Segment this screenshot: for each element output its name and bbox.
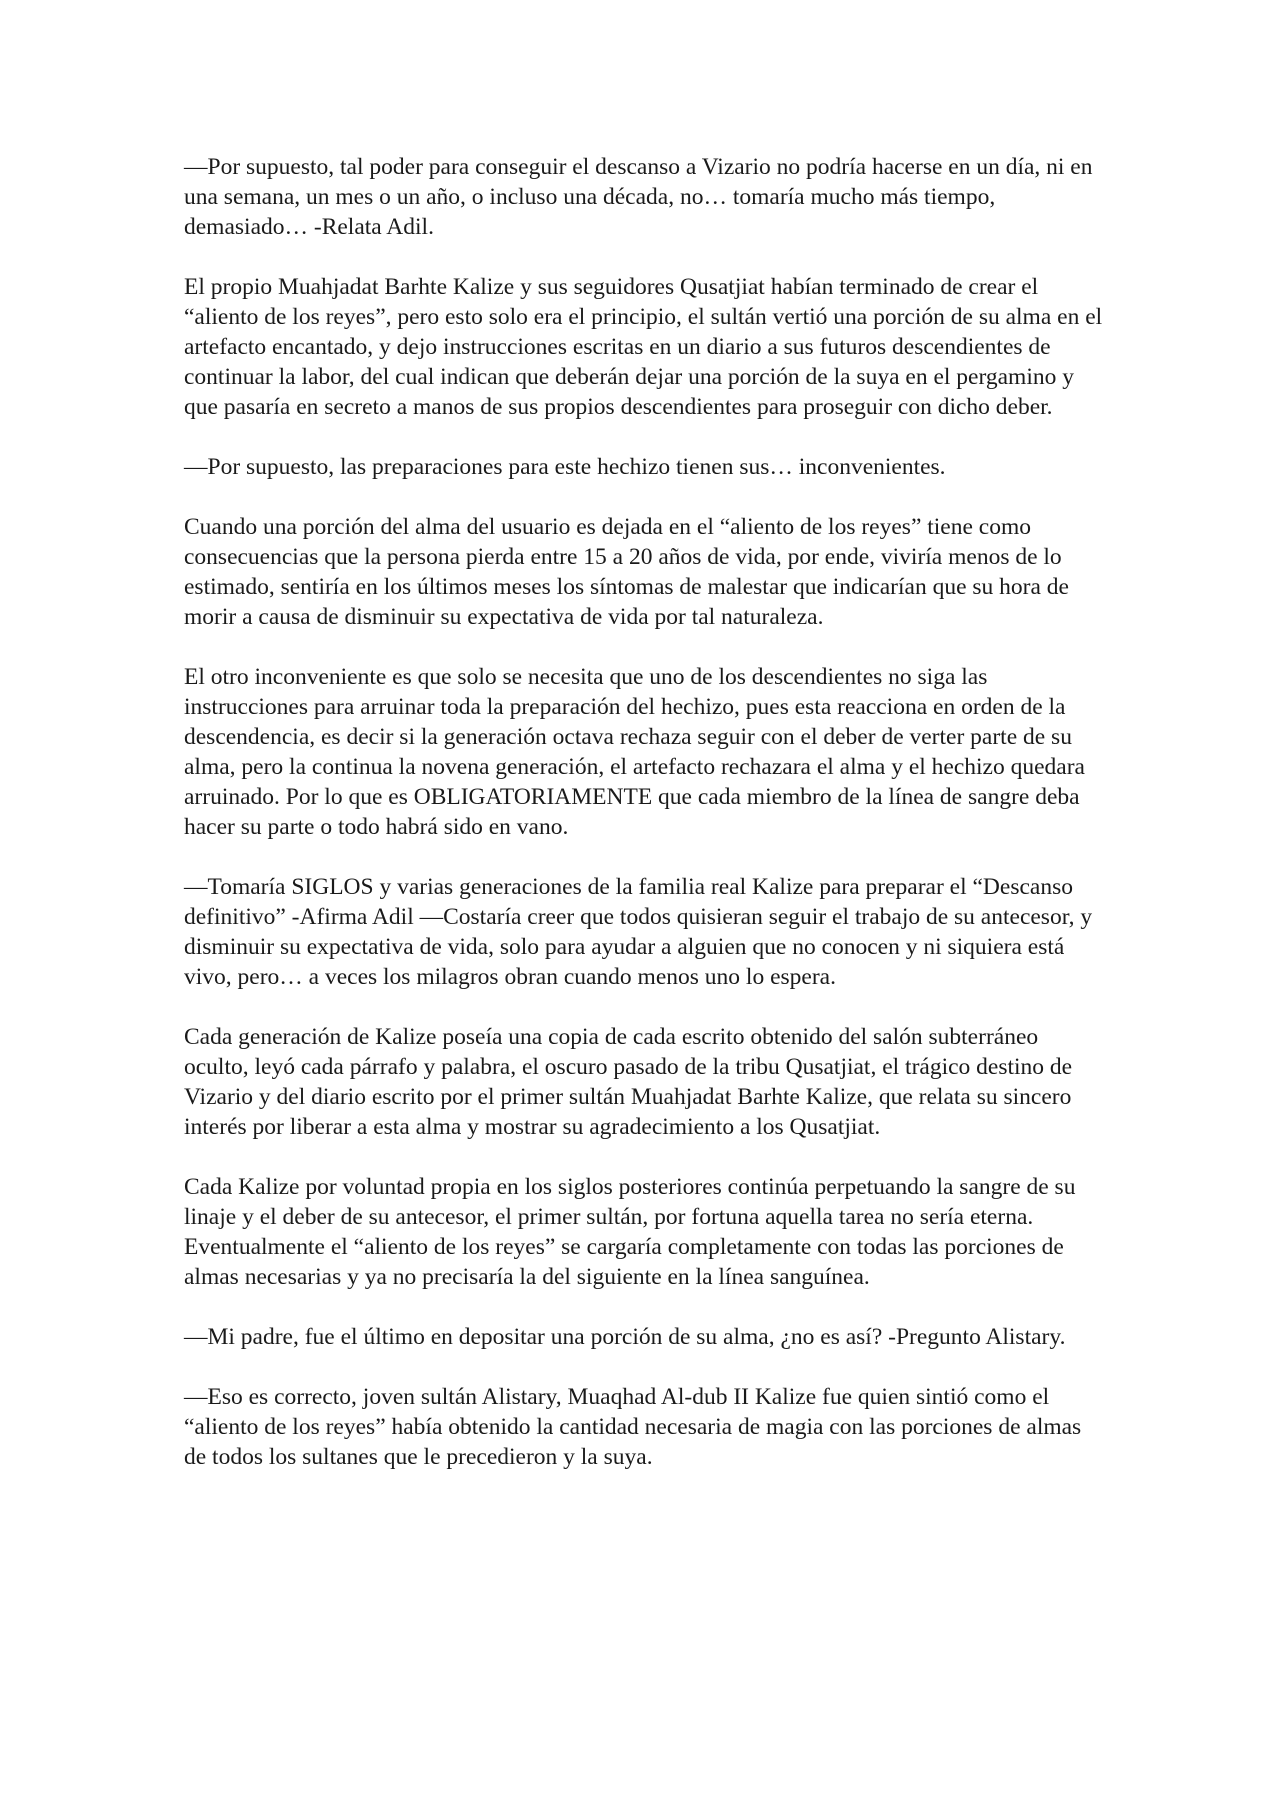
paragraph: —Tomaría SIGLOS y varias generaciones de la familia real Kalize para preparar el “Descanso definitivo” -Afirma Adil —Costaría creer que todos quisieran seguir el trabajo de su antecesor, y disminuir su expectativa de vida, solo para ayudar a alguien que no conocen y ni siquiera está vivo, pero… a veces los milagros obran cuando menos uno lo espera.: [184, 874, 1093, 990]
paragraph: —Eso es correcto, joven sultán Alistary, Muaqhad Al-dub II Kalize fue quien sintió como el “aliento de los reyes” había obtenido la cantidad necesaria de magia con las porciones de almas de todos los sultanes que le precedieron y la suya.: [184, 1384, 1082, 1470]
paragraph: Cada generación de Kalize poseía una copia de cada escrito obtenido del salón subterráneo oculto, leyó cada párrafo y palabra, el oscuro pasado de la tribu Qusatjiat, el trágico destino de Vizario y del diario escrito por el primer sultán Muahjadat Barhte Kalize, que relata su sincero interés por liberar a esta alma y mostrar su agradecimiento a los Qusatjiat.: [184, 1024, 1073, 1140]
paragraph: El otro inconveniente es que solo se necesita que uno de los descendientes no siga las instrucciones para arruinar toda la preparación del hechizo, pues esta reacciona en orden de la descendencia, es decir si la generación octava rechaza seguir con el deber de verter parte de su alma, pero la continua la novena generación, el artefacto rechazara el alma y el hechizo quedara arruinado. Por lo que es OBLIGATORIAMENTE que cada miembro de la línea de sangre deba hacer su parte o todo habrá sido en vano.: [184, 664, 1085, 840]
paragraph: —Por supuesto, las preparaciones para este hechizo tienen sus… inconvenientes.: [184, 454, 946, 480]
paragraph: Cada Kalize por voluntad propia en los siglos posteriores continúa perpetuando la sangre de su linaje y el deber de su antecesor, el primer sultán, por fortuna aquella tarea no sería eterna. Eventualmente el “aliento de los reyes” se cargaría completamente con todas las porciones de almas necesarias y ya no precisaría la del siguiente en la línea sanguínea.: [184, 1174, 1076, 1290]
document-body: [184, 152, 1104, 1502]
paragraph: —Por supuesto, tal poder para conseguir el descanso a Vizario no podría hacerse en un día, ni en una semana, un mes o un año, o incluso una década, no… tomaría mucho más tiempo, demasiado… -Relata Adil.: [184, 154, 1093, 240]
paragraph: El propio Muahjadat Barhte Kalize y sus seguidores Qusatjiat habían terminado de crear el “aliento de los reyes”, pero esto solo era el principio, el sultán vertió una porción de su alma en el artefacto encantado, y dejo instrucciones escritas en un diario a sus futuros descendientes de continuar la labor, del cual indican que deberán dejar una porción de la suya en el pergamino y que pasaría en secreto a manos de sus propios descendientes para proseguir con dicho deber.: [184, 274, 1103, 420]
paragraph: —Mi padre, fue el último en depositar una porción de su alma, ¿no es así? -Pregunto Alistary.: [184, 1324, 1066, 1350]
paragraph: Cuando una porción del alma del usuario es dejada en el “aliento de los reyes” tiene como consecuencias que la persona pierda entre 15 a 20 años de vida, por ende, viviría menos de lo estimado, sentiría en los últimos meses los síntomas de malestar que indicarían que su hora de morir a causa de disminuir su expectativa de vida por tal naturaleza.: [184, 514, 1069, 630]
